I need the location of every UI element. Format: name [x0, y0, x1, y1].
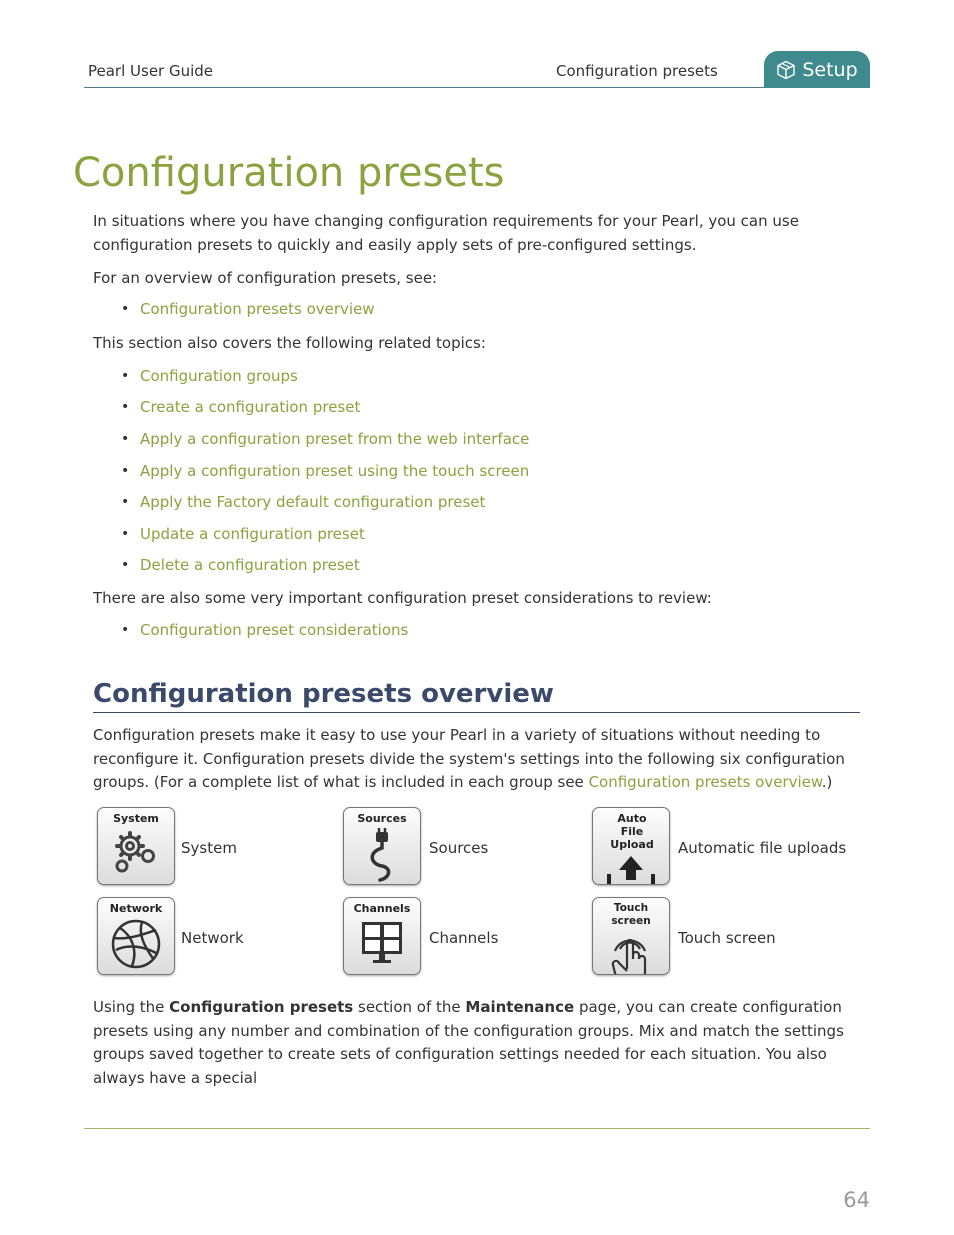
intro-paragraph: In situations where you have changing configuration requirements for your Pearl, you can use configuration presets to quickly and easily apply sets of pre-configured settings. — [93, 212, 799, 254]
link-apply-factory[interactable]: Apply the Factory default configuration preset — [140, 493, 486, 511]
usage-paragraph — [93, 996, 861, 1090]
icon-caption: Network — [109, 902, 163, 915]
bullet-dot: • — [121, 622, 130, 638]
link-create-preset[interactable]: Create a configuration preset — [140, 398, 361, 416]
bullet-dot: • — [121, 301, 130, 317]
page-number: 64 — [843, 1188, 870, 1212]
link-overview[interactable]: Configuration presets overview — [140, 300, 375, 318]
header-section-title: Configuration presets — [556, 62, 718, 80]
plug-icon — [354, 826, 410, 882]
maintenance-bold: Maintenance — [465, 998, 575, 1016]
related-lead: This section also covers the following related topics: — [93, 334, 486, 352]
usage-text: page, you can create configuration presets using any number and combination of the configuration groups. Mix and match the settings groups saved together to create sets of configuration settings needed for each situation. You also always have a special — [93, 998, 844, 1087]
touch-screen-group-button — [592, 897, 670, 975]
link-configuration-groups[interactable]: Configuration groups — [140, 367, 298, 385]
overview-text-end: .) — [821, 773, 833, 791]
overview-paragraph — [93, 724, 861, 795]
upload-icon — [601, 852, 661, 885]
touch-hand-icon — [603, 929, 659, 975]
page-title: Configuration presets — [73, 150, 505, 196]
sources-group-button — [343, 807, 421, 885]
bullet-dot: • — [121, 526, 130, 542]
gears-icon — [108, 826, 164, 882]
link-update-preset[interactable]: Update a configuration preset — [140, 525, 365, 543]
bullet-dot: • — [121, 463, 130, 479]
configuration-presets-bold: Configuration presets — [169, 998, 354, 1016]
guide-title: Pearl User Guide — [88, 62, 214, 80]
usage-text: Using the — [93, 998, 170, 1016]
overview-lead: For an overview of configuration presets, see: — [93, 269, 438, 287]
network-group-button — [97, 897, 175, 975]
link-apply-web[interactable]: Apply a configuration preset from the web interface — [140, 430, 530, 448]
footer-rule — [84, 1128, 870, 1129]
bullet-dot: • — [121, 431, 130, 447]
section-rule — [93, 712, 860, 713]
globe-icon — [108, 916, 164, 972]
link-delete-preset[interactable]: Delete a configuration preset — [140, 556, 360, 574]
considerations-lead: There are also some very important configuration preset considerations to review: — [93, 589, 712, 607]
setup-tab[interactable] — [764, 51, 870, 88]
icon-caption: Touch screen — [611, 902, 651, 927]
group-label: Automatic file uploads — [678, 839, 847, 857]
group-label: Channels — [429, 929, 499, 947]
icon-caption: Channels — [353, 902, 411, 915]
system-group-button — [97, 807, 175, 885]
auto-upload-group-button — [592, 807, 670, 885]
bullet-dot: • — [121, 399, 130, 415]
section-heading: Configuration presets overview — [93, 679, 554, 709]
icon-caption: Sources — [357, 812, 407, 825]
cube-icon — [776, 60, 796, 80]
overview-text: Configuration presets make it easy to use your Pearl in a variety of situations without needing to reconfigure it. Configuration presets divide the system's settings into the following six configuration groups. (For a complete list of what is included in each group see — [93, 726, 845, 791]
bullet-dot: • — [121, 494, 130, 510]
group-label: System — [181, 839, 237, 857]
group-label: Network — [181, 929, 244, 947]
link-considerations[interactable]: Configuration preset considerations — [140, 621, 409, 639]
group-label: Sources — [429, 839, 489, 857]
monitor-grid-icon — [354, 916, 410, 972]
channels-group-button — [343, 897, 421, 975]
header-rule — [84, 87, 764, 88]
bullet-dot: • — [121, 368, 130, 384]
bullet-dot: • — [121, 557, 130, 573]
usage-text: section of the — [353, 998, 466, 1016]
link-overview-inline[interactable]: Configuration presets overview — [588, 773, 822, 791]
link-apply-touch[interactable]: Apply a configuration preset using the touch screen — [140, 462, 530, 480]
icon-caption: System — [113, 812, 159, 825]
setup-tab-label: Setup — [802, 58, 858, 81]
group-label: Touch screen — [678, 929, 776, 947]
icon-caption: Auto File Upload — [610, 812, 654, 851]
